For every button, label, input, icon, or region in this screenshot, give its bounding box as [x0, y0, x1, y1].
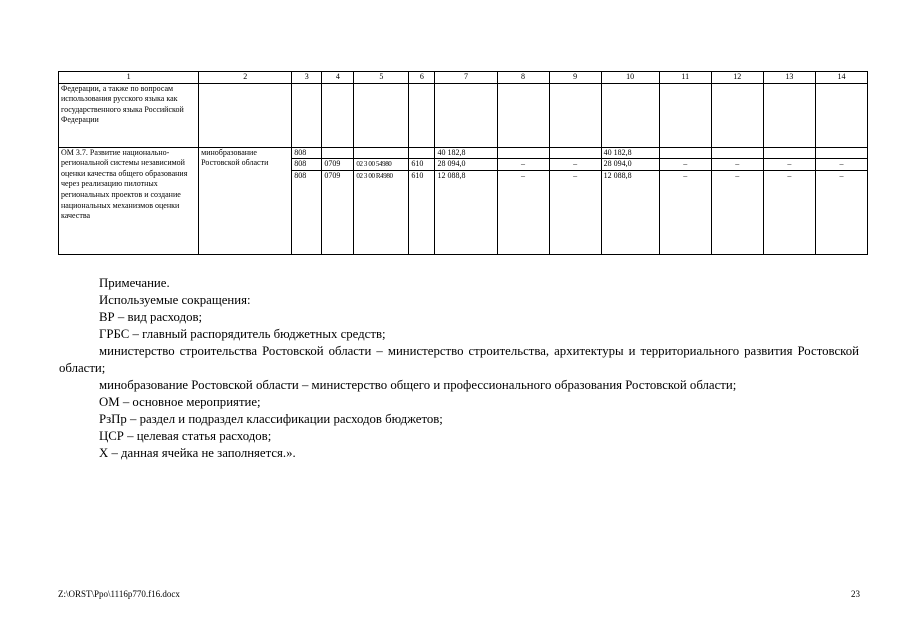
abbreviations-intro: Используемые сокращения:	[99, 293, 251, 307]
abbreviation-item: минобразование Ростовской области – министерство общего и профессионального образования Ростовской области;	[99, 378, 737, 392]
column-header: 6	[409, 72, 435, 84]
table-row	[59, 83, 868, 147]
abbreviation-item: ЦСР – целевая статья расходов;	[99, 429, 272, 443]
abbreviation-item: ВР – вид расходов;	[99, 310, 203, 324]
abbreviation-item: Х – данная ячейка не заполняется.».	[99, 446, 296, 460]
abbreviation-item: министерство строительства Ростовской области – министерство строительства, архитектуры и территориального развития Ростовской области;	[59, 344, 859, 375]
column-header: 11	[659, 72, 711, 84]
abbreviation-item: ОМ – основное мероприятие;	[99, 395, 261, 409]
table-header-row	[59, 72, 868, 84]
column-header: 1	[59, 72, 199, 84]
abbreviation-item: ГРБС – главный распорядитель бюджетных средств;	[99, 327, 386, 341]
column-header: 14	[815, 72, 867, 84]
table-row: ОМ 3.7. Развитие национально-региональной системы независимой оценки качества общего образования через реализацию пилотных региональных проектов и создание национальных механизмов оценки качества минобразование Ростовской области 808 40 182,8 40 182,8	[59, 147, 868, 159]
notes-heading: Примечание.	[99, 276, 170, 290]
om-name-cell: ОМ 3.7. Развитие национально-региональной системы независимой оценки качества общего образования через реализацию пилотных региональных проектов и создание национальных механизмов оценки качества	[59, 147, 199, 254]
column-header: 13	[763, 72, 815, 84]
page-footer	[58, 589, 860, 599]
column-header: 9	[549, 72, 601, 84]
budget-table	[58, 71, 868, 255]
table-row: 808 0709 02 3 00 54980 610 28 094,0 – – 28 094,0 – – – –	[59, 159, 868, 171]
column-header: 3	[292, 72, 322, 84]
page-number: 23	[851, 589, 860, 599]
column-header: 10	[601, 72, 659, 84]
column-header: 8	[497, 72, 549, 84]
column-header: 2	[199, 72, 292, 84]
grbs-cell: минобразование Ростовской области	[199, 147, 292, 254]
column-header: 5	[354, 72, 409, 84]
table-row: 808 0709 02 3 00 R4980 610 12 088,8 – – 12 088,8 – – – –	[59, 170, 868, 254]
continuation-cell: Федерации, а также по вопросам использования русского языка как государственного языка Российской Федерации	[59, 83, 199, 147]
column-header: 7	[435, 72, 497, 84]
abbreviation-item: РзПр – раздел и подраздел классификации расходов бюджетов;	[99, 412, 443, 426]
file-path: Z:\ORST\Ppo\1116p770.f16.docx	[58, 589, 180, 599]
column-header: 4	[322, 72, 354, 84]
notes-section	[59, 275, 859, 462]
column-header: 12	[711, 72, 763, 84]
